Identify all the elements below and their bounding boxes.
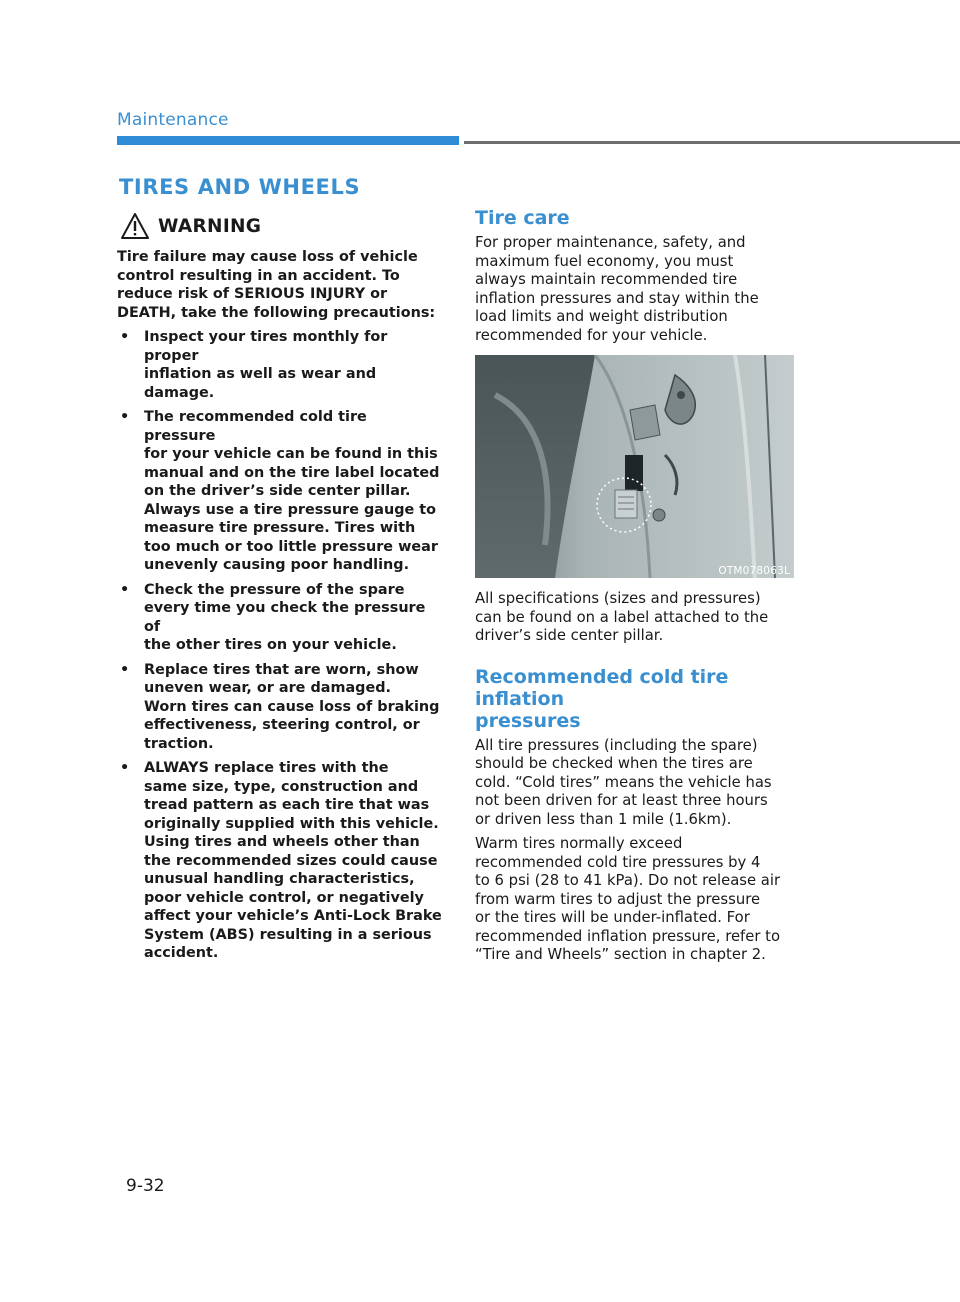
list-item: • ALWAYS replace tires with the same size, type, construction and tread pattern as each tire that was originally supplied with this vehicle. Using tires and wheels other than the recommended sizes could cause unusual handling characteristics, poor vehicle control, or negatively affect your vehicle’s Anti-Lock Brake System (ABS) resulting in a serious accident. (120, 760, 442, 961)
list-item: • Check the pressure of the spare every time you check the pressure of the other tires on your vehicle. (120, 581, 426, 653)
page-number: 9-32 (126, 1176, 165, 1196)
page-title: TIRES AND WHEELS (119, 175, 361, 199)
cold-pressure-paragraph-2: Warm tires normally exceed recommended cold tire pressures by 4 to 6 psi (28 to 41 kPa). Do not release air from warm tires to adjust the pressure or the tires will be under-inflated. For recommended inflation pressure, refer to “Tire and Wheels” section in chapter 2. (475, 835, 781, 963)
cold-pressure-heading: Recommended cold tire inflation pressures (475, 665, 729, 732)
warning-block (117, 212, 442, 963)
list-item: • Replace tires that are worn, show uneven wear, or are damaged. Worn tires can cause loss of braking effectiveness, steering control, or traction. (120, 661, 440, 752)
door-pillar-illustration (475, 355, 794, 578)
cold-pressure-paragraph-1: All tire pressures (including the spare) should be checked when the tires are cold. “Cold tires” means the vehicle has not been driven for at least three hours or driven less than 1 mile (1.6km). (475, 736, 772, 828)
tire-care-body: For proper maintenance, safety, and maximum fuel economy, you must always maintain recommended tire inflation pressures and stay within the load limits and weight distribution recommended for your vehicle. (475, 234, 759, 344)
list-item: • The recommended cold tire pressure for your vehicle can be found in this manual and on the tire label located on the driver’s side center pillar. Always use a tire pressure gauge to measure tire pressure. Tires with too much or too little pressure wear unevenly causing poor handling. (120, 409, 440, 573)
warning-triangle-icon (120, 212, 150, 240)
warning-header (120, 212, 442, 240)
tire-care-heading: Tire care (475, 207, 570, 229)
warning-intro: Tire failure may cause loss of vehicle control resulting in an accident. To reduce risk of SERIOUS INJURY or DEATH, take the following precautions: (117, 249, 436, 321)
list-item: • Inspect your tires monthly for proper inflation as well as wear and damage. (120, 329, 388, 401)
figure-code: OTM078063L (718, 565, 790, 577)
tire-label-figure (475, 355, 794, 578)
warning-title: WARNING (158, 215, 262, 237)
header-rule-accent (117, 136, 459, 145)
warning-list (117, 328, 442, 963)
header-rule (464, 141, 960, 144)
section-label: Maintenance (117, 110, 229, 130)
content-column (475, 207, 805, 971)
figure-caption: All specifications (sizes and pressures) can be found on a label attached to the driver’s side center pillar. (475, 590, 769, 644)
